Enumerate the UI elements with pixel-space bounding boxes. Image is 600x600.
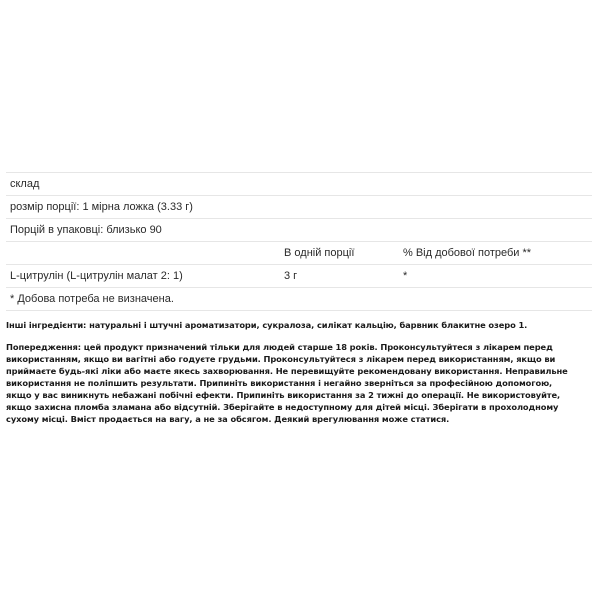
facts-title: склад: [10, 178, 40, 190]
header-daily-value: % Від добової потреби **: [403, 247, 532, 259]
table-row: [6, 264, 592, 287]
ingredient-amount: 3 г: [284, 270, 298, 282]
servings-per-container: Порцій в упаковці: близько 90: [10, 224, 162, 236]
serving-size: розмір порції: 1 мірна ложка (3.33 г): [10, 201, 193, 213]
ingredient-daily-value: *: [403, 270, 408, 282]
other-ingredients: Інші інгредієнти: натуральні і штучні ароматизатори, сукралоза, силікат кальцію, барвник блакитне озеро 1.: [6, 320, 528, 330]
supplement-facts-table: [6, 172, 592, 311]
facts-title-row: [6, 172, 592, 195]
header-per-serving: В одній порції: [284, 247, 355, 259]
table-header-row: [6, 241, 592, 264]
warning-text: Попередження: цей продукт призначений тільки для людей старше 18 років. Проконсультуйтеся з лікарем перед використанням, якщо ви вагітні або годуєте грудьми. Проконсультуйтеся з лікарем перед використанням, якщо ви приймаєте будь-які ліки або маєте якесь захворювання. Не перевищуйте рекомендовану використання. Неправильне використання не поліпшить результати. Припиніть використання і негайно зверніться за професійною допомогою, якщо у вас виникнуть небажані побічні ефекти. Припиніть використання за 2 тижні до операції. Не використовуйте, якщо захисна пломба зламана або відсутній. Зберігайте в недоступному для дітей місці. Зберігати в прохолодному сухому місці. Вміст продається на вагу, а не за обсягом. Деякий врегулювання може статися.: [6, 342, 568, 424]
footnote: * Добова потреба не визначена.: [10, 293, 174, 305]
serving-size-row: [6, 195, 592, 218]
footnote-row: [6, 287, 592, 311]
servings-per-container-row: [6, 218, 592, 241]
ingredient-name: L-цитрулін (L-цитрулін малат 2: 1): [10, 270, 183, 282]
